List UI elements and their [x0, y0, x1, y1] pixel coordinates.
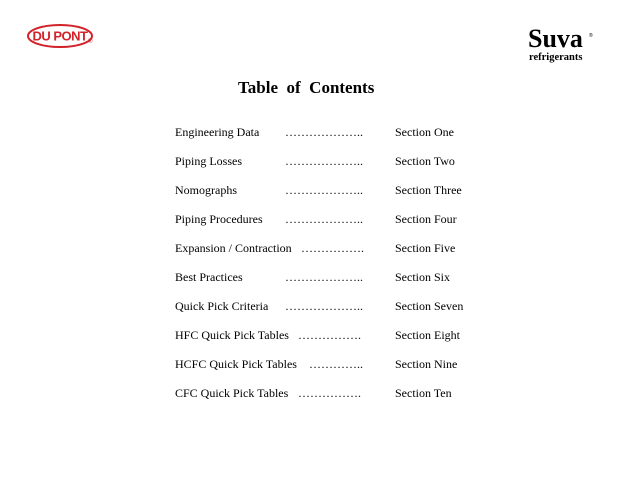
toc-section-label: Section Five — [395, 241, 456, 255]
toc-leader-dots: ……………. — [298, 328, 361, 342]
toc-row — [175, 123, 485, 152]
toc-row — [175, 181, 485, 210]
toc-section-label: Section Three — [395, 183, 462, 197]
toc-section-label: Section Eight — [395, 328, 460, 342]
toc-entry-name: HFC Quick Pick Tables — [175, 328, 289, 342]
suva-subtitle: refrigerants — [529, 52, 583, 63]
toc-entry-name: Best Practices — [175, 270, 243, 284]
toc-entry-name: CFC Quick Pick Tables — [175, 386, 289, 400]
toc-entry-name: Expansion / Contraction — [175, 241, 292, 255]
toc-leader-dots: ……………….. — [285, 299, 363, 313]
toc-section-label: Section Two — [395, 154, 455, 168]
toc-row — [175, 326, 485, 355]
toc-section-label: Section Seven — [395, 299, 464, 313]
toc-row — [175, 210, 485, 239]
toc-leader-dots: ……………….. — [285, 154, 363, 168]
toc-section-label: Section Nine — [395, 357, 458, 371]
toc-leader-dots: ………….. — [309, 357, 363, 371]
toc-entry-name: Nomographs — [175, 183, 237, 197]
toc-leader-dots: ……………. — [298, 386, 361, 400]
toc-row — [175, 152, 485, 181]
dupont-logo — [27, 24, 95, 48]
toc-row — [175, 297, 485, 326]
toc-leader-dots: ……………….. — [285, 270, 363, 284]
dupont-registered-mark: ® — [88, 39, 93, 45]
toc-row — [175, 384, 485, 413]
toc-leader-dots: ……………….. — [285, 212, 363, 226]
toc-entry-name: Quick Pick Criteria — [175, 299, 269, 313]
toc-row — [175, 239, 485, 268]
toc-section-label: Section One — [395, 125, 454, 139]
toc-row — [175, 355, 485, 384]
toc-section-label: Section Four — [395, 212, 457, 226]
toc-section-label: Section Ten — [395, 386, 452, 400]
toc-entry-name: HCFC Quick Pick Tables — [175, 357, 297, 371]
toc-entry-name: Engineering Data — [175, 125, 260, 139]
suva-registered-mark: ® — [589, 33, 593, 39]
toc-row — [175, 268, 485, 297]
toc-entry-name: Piping Procedures — [175, 212, 263, 226]
page-title: Table of Contents — [238, 78, 375, 97]
toc-leader-dots: ……………….. — [285, 125, 363, 139]
toc-section-label: Section Six — [395, 270, 451, 284]
toc-leader-dots: ……………. — [301, 241, 364, 255]
table-of-contents — [175, 123, 485, 413]
toc-entry-name: Piping Losses — [175, 154, 243, 168]
suva-brand: Suva — [528, 24, 583, 53]
dupont-logo-text: DU PONT — [32, 28, 88, 44]
toc-leader-dots: ……………….. — [285, 183, 363, 197]
